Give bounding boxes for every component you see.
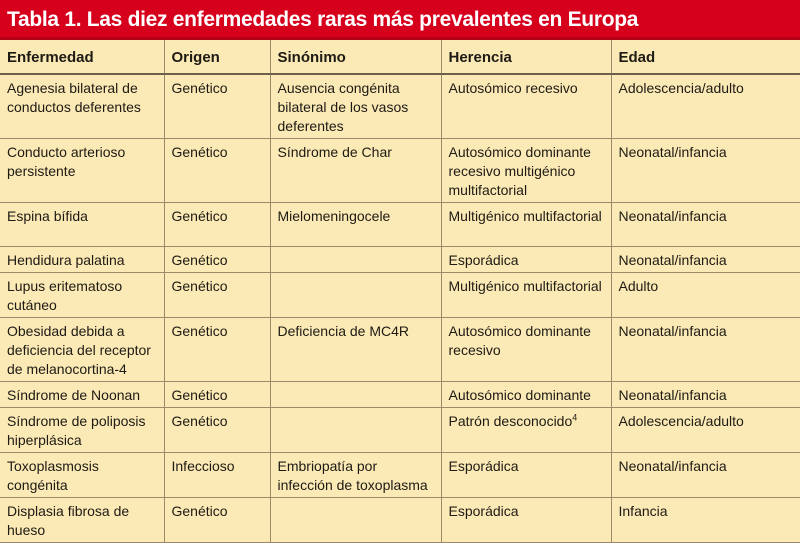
cell-text: Genético (171, 144, 228, 160)
cell-origen (164, 247, 270, 273)
column-header-sinonimo: Sinónimo (270, 40, 441, 74)
cell-text: Neonatal/infancia (618, 144, 727, 160)
cell-text: Hendidura palatina (7, 252, 125, 268)
column-header-enfermedad: Enfermedad (0, 40, 164, 74)
table-row (0, 408, 800, 453)
cell-herencia (441, 408, 611, 453)
cell-text: Displasia fibrosa de hueso (7, 503, 130, 538)
cell-sinonimo (270, 408, 441, 453)
cell-text: Agenesia bilateral de conductos deferentes (7, 80, 141, 115)
cell-text: Multigénico multifactorial (448, 278, 602, 294)
cell-text: Genético (171, 387, 228, 403)
cell-herencia (441, 453, 611, 498)
cell-origen (164, 408, 270, 453)
cell-text: Neonatal/infancia (618, 387, 727, 403)
table-row (0, 203, 800, 247)
cell-text: Lupus eritematoso cutáneo (7, 278, 123, 313)
column-header-edad: Edad (611, 40, 800, 74)
cell-text: Patrón desconocido (448, 413, 573, 429)
cell-text: Embriopatía por infección de toxoplasma (277, 458, 428, 493)
cell-text: Infeccioso (171, 458, 235, 474)
cell-text: Autosómico dominante (448, 387, 591, 403)
cell-text: Genético (171, 80, 228, 96)
table-row (0, 382, 800, 408)
cell-text: Genético (171, 278, 228, 294)
cell-enfermedad (0, 408, 164, 453)
cell-text: Adulto (618, 278, 659, 294)
cell-text: Síndrome de Noonan (7, 387, 141, 403)
cell-text: Toxoplasmosis congénita (7, 458, 99, 493)
cell-edad (611, 273, 800, 318)
cell-herencia (441, 382, 611, 408)
column-header-herencia: Herencia (441, 40, 611, 74)
cell-sinonimo (270, 139, 441, 203)
cell-edad (611, 139, 800, 203)
cell-herencia (441, 74, 611, 139)
cell-herencia (441, 498, 611, 543)
cell-text: Adolescencia/adulto (618, 80, 744, 96)
cell-enfermedad (0, 247, 164, 273)
cell-origen (164, 74, 270, 139)
cell-sinonimo (270, 74, 441, 139)
cell-origen (164, 318, 270, 382)
cell-herencia (441, 139, 611, 203)
cell-sinonimo (270, 498, 441, 543)
cell-text: Síndrome de poliposis hiperplásica (7, 413, 146, 448)
cell-herencia (441, 247, 611, 273)
cell-sinonimo (270, 453, 441, 498)
cell-text: Mielomeningocele (277, 208, 391, 224)
cell-text: Genético (171, 323, 228, 339)
diseases-table (0, 40, 800, 543)
cell-origen (164, 382, 270, 408)
cell-origen (164, 498, 270, 543)
cell-text: Autosómico dominante recesivo multigénico multifactorial (448, 144, 591, 198)
cell-text: Genético (171, 252, 228, 268)
cell-text: Neonatal/infancia (618, 458, 727, 474)
cell-sinonimo (270, 382, 441, 408)
cell-text: Genético (171, 208, 228, 224)
cell-text: Obesidad debida a deficiencia del receptor de melanocortina-4 (7, 323, 151, 377)
cell-text: Esporádica (448, 503, 519, 519)
cell-enfermedad (0, 139, 164, 203)
cell-text: Esporádica (448, 252, 519, 268)
cell-enfermedad (0, 203, 164, 247)
cell-edad (611, 498, 800, 543)
cell-text: Neonatal/infancia (618, 323, 727, 339)
cell-enfermedad (0, 318, 164, 382)
cell-edad (611, 408, 800, 453)
cell-origen (164, 203, 270, 247)
cell-text: Autosómico dominante recesivo (448, 323, 591, 358)
cell-edad (611, 453, 800, 498)
cell-herencia (441, 318, 611, 382)
cell-text: Multigénico multifactorial (448, 208, 602, 224)
cell-text: Neonatal/infancia (618, 252, 727, 268)
cell-sinonimo (270, 273, 441, 318)
cell-enfermedad (0, 74, 164, 139)
table-title: Tabla 1. Las diez enfermedades raras más prevalentes en Europa (0, 0, 800, 40)
cell-text: Autosómico recesivo (448, 80, 578, 96)
table-row (0, 273, 800, 318)
cell-origen (164, 139, 270, 203)
table-row (0, 498, 800, 543)
cell-edad (611, 318, 800, 382)
cell-sinonimo (270, 318, 441, 382)
cell-text: Deficiencia de MC4R (277, 323, 409, 339)
table-row (0, 139, 800, 203)
cell-text: Infancia (618, 503, 668, 519)
cell-edad (611, 247, 800, 273)
cell-enfermedad (0, 382, 164, 408)
cell-enfermedad (0, 498, 164, 543)
cell-herencia (441, 273, 611, 318)
cell-text: Espina bífida (7, 208, 88, 224)
cell-text: Síndrome de Char (277, 144, 392, 160)
table-row (0, 453, 800, 498)
cell-enfermedad (0, 273, 164, 318)
cell-text: Genético (171, 413, 228, 429)
cell-text: Genético (171, 503, 228, 519)
cell-text: Esporádica (448, 458, 519, 474)
table-body (0, 74, 800, 543)
cell-text: Neonatal/infancia (618, 208, 727, 224)
cell-herencia (441, 203, 611, 247)
cell-origen (164, 453, 270, 498)
cell-text: Adolescencia/adulto (618, 413, 744, 429)
cell-text: Conducto arterioso persistente (7, 144, 126, 179)
cell-sinonimo (270, 203, 441, 247)
table-row (0, 74, 800, 139)
table-row (0, 247, 800, 273)
header-row (0, 40, 800, 74)
cell-edad (611, 203, 800, 247)
cell-text: Ausencia congénita bilateral de los vasos deferentes (277, 80, 409, 134)
footnote-marker: 4 (572, 412, 578, 423)
cell-edad (611, 382, 800, 408)
cell-enfermedad (0, 453, 164, 498)
cell-origen (164, 273, 270, 318)
column-header-origen: Origen (164, 40, 270, 74)
cell-edad (611, 74, 800, 139)
cell-sinonimo (270, 247, 441, 273)
table-row (0, 318, 800, 382)
